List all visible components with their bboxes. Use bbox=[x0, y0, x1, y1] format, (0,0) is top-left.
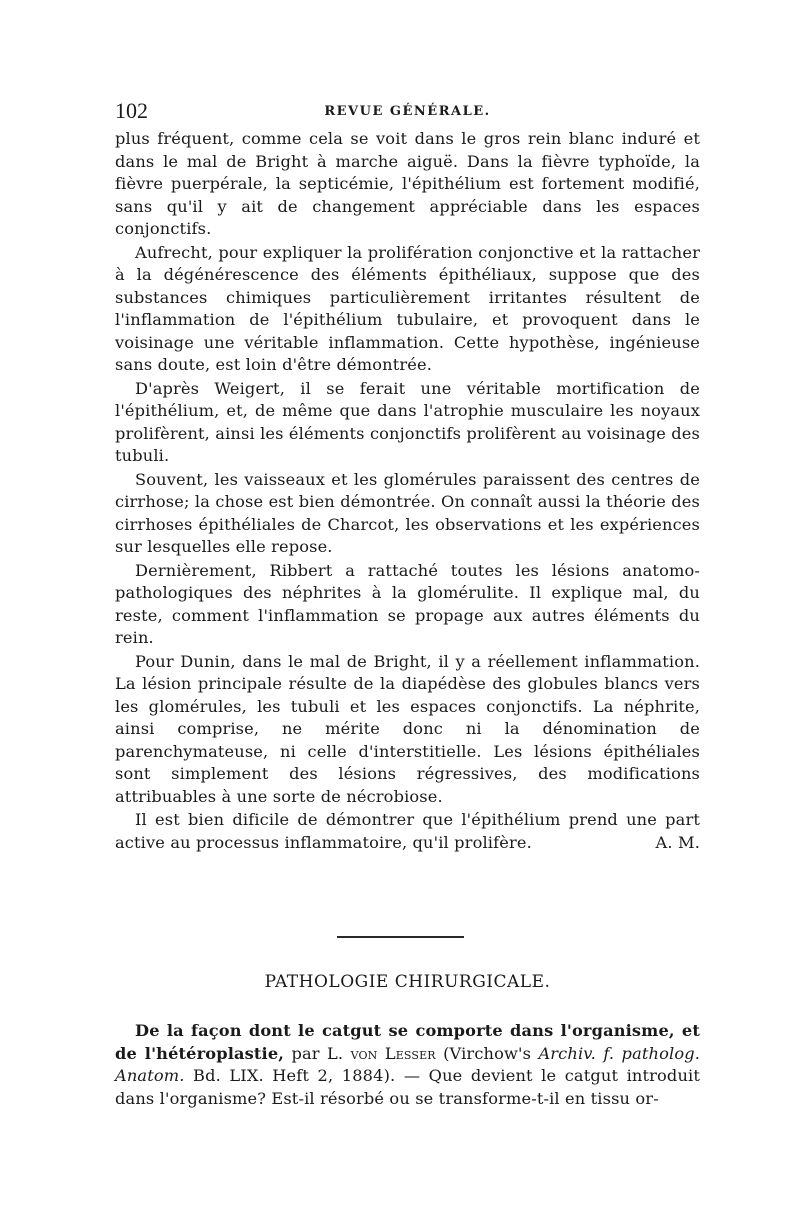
page-header bbox=[115, 98, 700, 124]
article-journal: Archiv. f. patholog. Anatom. bbox=[115, 1043, 701, 1085]
paragraph: Souvent, les vaisseaux et les glomérules paraissent des centres de cirrhose; la chose est bien démontrée. On connaît aussi la théorie des cirrhoses épithéliales de Charcot, les observations et les expériences sur lesquelles elle repose. bbox=[115, 469, 700, 556]
paragraph-text: Il est bien dificile de démontrer que l'épithélium prend une part active au processus inflammatoire, qu'il prolifère. bbox=[115, 810, 700, 852]
article-title: De la façon dont le catgut se comporte dans l'organisme, et de l'hétéroplastie, bbox=[115, 1021, 700, 1063]
paragraph: Pour Dunin, dans le mal de Bright, il y a réellement inflammation. La lésion principale résulte de la diapédèse des globules blancs vers les glomérules, les tubuli et les espaces conjonctifs. La néphrite, ainsi comprise, ne mérite donc ni la dénomination de parenchymateuse, ni celle d'interstitielle. Les lésions épithéliales sont simplement des lésions régressives, des modifications attribuables à une sorte de nécrobiose. bbox=[115, 651, 700, 806]
running-head: REVUE GÉNÉRALE. bbox=[324, 104, 491, 119]
section-divider bbox=[337, 936, 464, 938]
article-author: von Lesser bbox=[350, 1043, 436, 1063]
paragraph: D'après Weigert, il se ferait une véritable mortification de l'épithélium, et, de même que dans l'atrophie musculaire les noyaux prolifèrent, ainsi les éléments conjonctifs prolifèrent au voisinage des tubuli. bbox=[115, 378, 700, 465]
author-signature: A. M. bbox=[655, 832, 700, 852]
article-volume: Bd. LIX. Heft 2, 1884). bbox=[193, 1066, 396, 1085]
article-text: — Que devient le catgut introduit dans l'organisme? Est-il résorbé ou se transforme-t-il en tissu or- bbox=[115, 1066, 701, 1108]
body-text bbox=[115, 128, 700, 855]
paragraph: Aufrecht, pour expliquer la prolifération conjonctive et la rattacher à la dégénérescence des éléments épithéliaux, suppose que des substances chimiques particulièrement irritantes résultent de l'inflammation de l'épithélium tubulaire, et provoquent dans le voisinage une véritable inflammation. Cette hypothèse, ingénieuse sans doute, est loin d'être démontrée. bbox=[115, 242, 700, 374]
article-by: par L. bbox=[291, 1043, 344, 1063]
article bbox=[115, 1020, 700, 1111]
paragraph: plus fréquent, comme cela se voit dans le gros rein blanc induré et dans le mal de Bright à marche aiguë. Dans la fièvre typhoïde, la fièvre puerpérale, la septicémie, l'épithélium est fortement modifié, sans qu'il y ait de changement appréciable dans les espaces conjonctifs. bbox=[115, 129, 700, 238]
article-paragraph bbox=[115, 1020, 700, 1110]
paragraph: Dernièrement, Ribbert a rattaché toutes les lésions anatomo-pathologiques des néphrites à la glomérulite. Il explique mal, du reste, comment l'inflammation se propage aux autres éléments du rein. bbox=[115, 560, 700, 647]
section-title: PATHOLOGIE CHIRURGICALE. bbox=[264, 972, 551, 992]
article-source-open: (Virchow's bbox=[443, 1043, 532, 1063]
page-number: 102 bbox=[115, 98, 148, 123]
paragraph-last bbox=[115, 809, 700, 854]
